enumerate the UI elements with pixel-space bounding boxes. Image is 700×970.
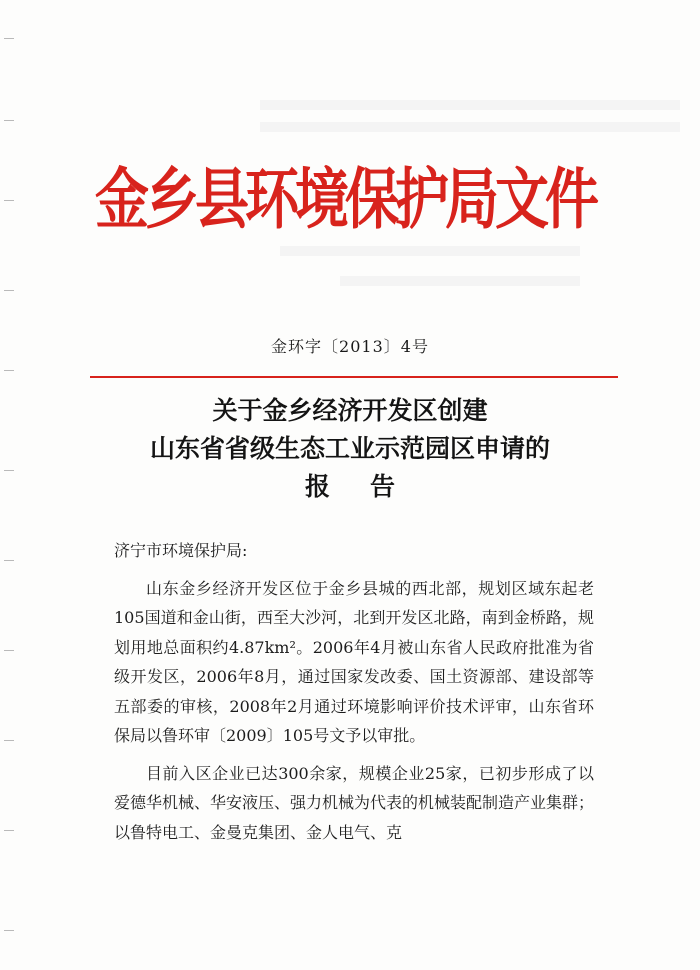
binding-tick [4, 370, 14, 371]
show-through-line [340, 276, 580, 286]
body-paragraph: 山东金乡经济开发区位于金乡县城的西北部，规划区域东起老105国道和金山街，西至大沙河，北到开发区北路，南到金桥路，规划用地总面积约4.87km²。2006年4月被山东省人民政府批准为省级开发区，2006年8月，通过国家发改委、国土资源部、建设部等五部委的审核，2008年2月通过环境影响评价技术评审，山东省环保局以鲁环审〔2009〕105号文予以审批。 [114, 578, 594, 745]
subject-line: 报告 [304, 472, 435, 501]
binding-tick [4, 120, 14, 121]
red-separator-line [90, 376, 618, 378]
binding-tick [4, 290, 14, 291]
addressee: 济宁市环境保护局: [114, 541, 248, 560]
body-paragraph: 目前入区企业已达300余家，规模企业25家，已初步形成了以爱德华机械、华安液压、强力机械为代表的机械装配制造产业集群；以鲁特电工、金曼克集团、金人电气、克 [114, 763, 595, 842]
subject-line: 山东省省级生态工业示范园区申请的 [149, 434, 550, 463]
issuing-authority-header: 金乡县环境保护局文件 [95, 160, 595, 238]
binding-tick [4, 930, 14, 931]
document-body [114, 536, 594, 855]
subject-line: 关于金乡经济开发区创建 [212, 396, 488, 425]
binding-tick [4, 740, 14, 741]
binding-tick [4, 650, 14, 651]
document-subject [0, 392, 700, 506]
binding-tick [4, 38, 14, 39]
binding-tick [4, 200, 14, 201]
show-through-line [260, 100, 680, 110]
document-number: 金环字〔2013〕4号 [271, 337, 429, 356]
binding-tick [4, 830, 14, 831]
binding-tick [4, 560, 14, 561]
show-through-line [260, 122, 680, 132]
